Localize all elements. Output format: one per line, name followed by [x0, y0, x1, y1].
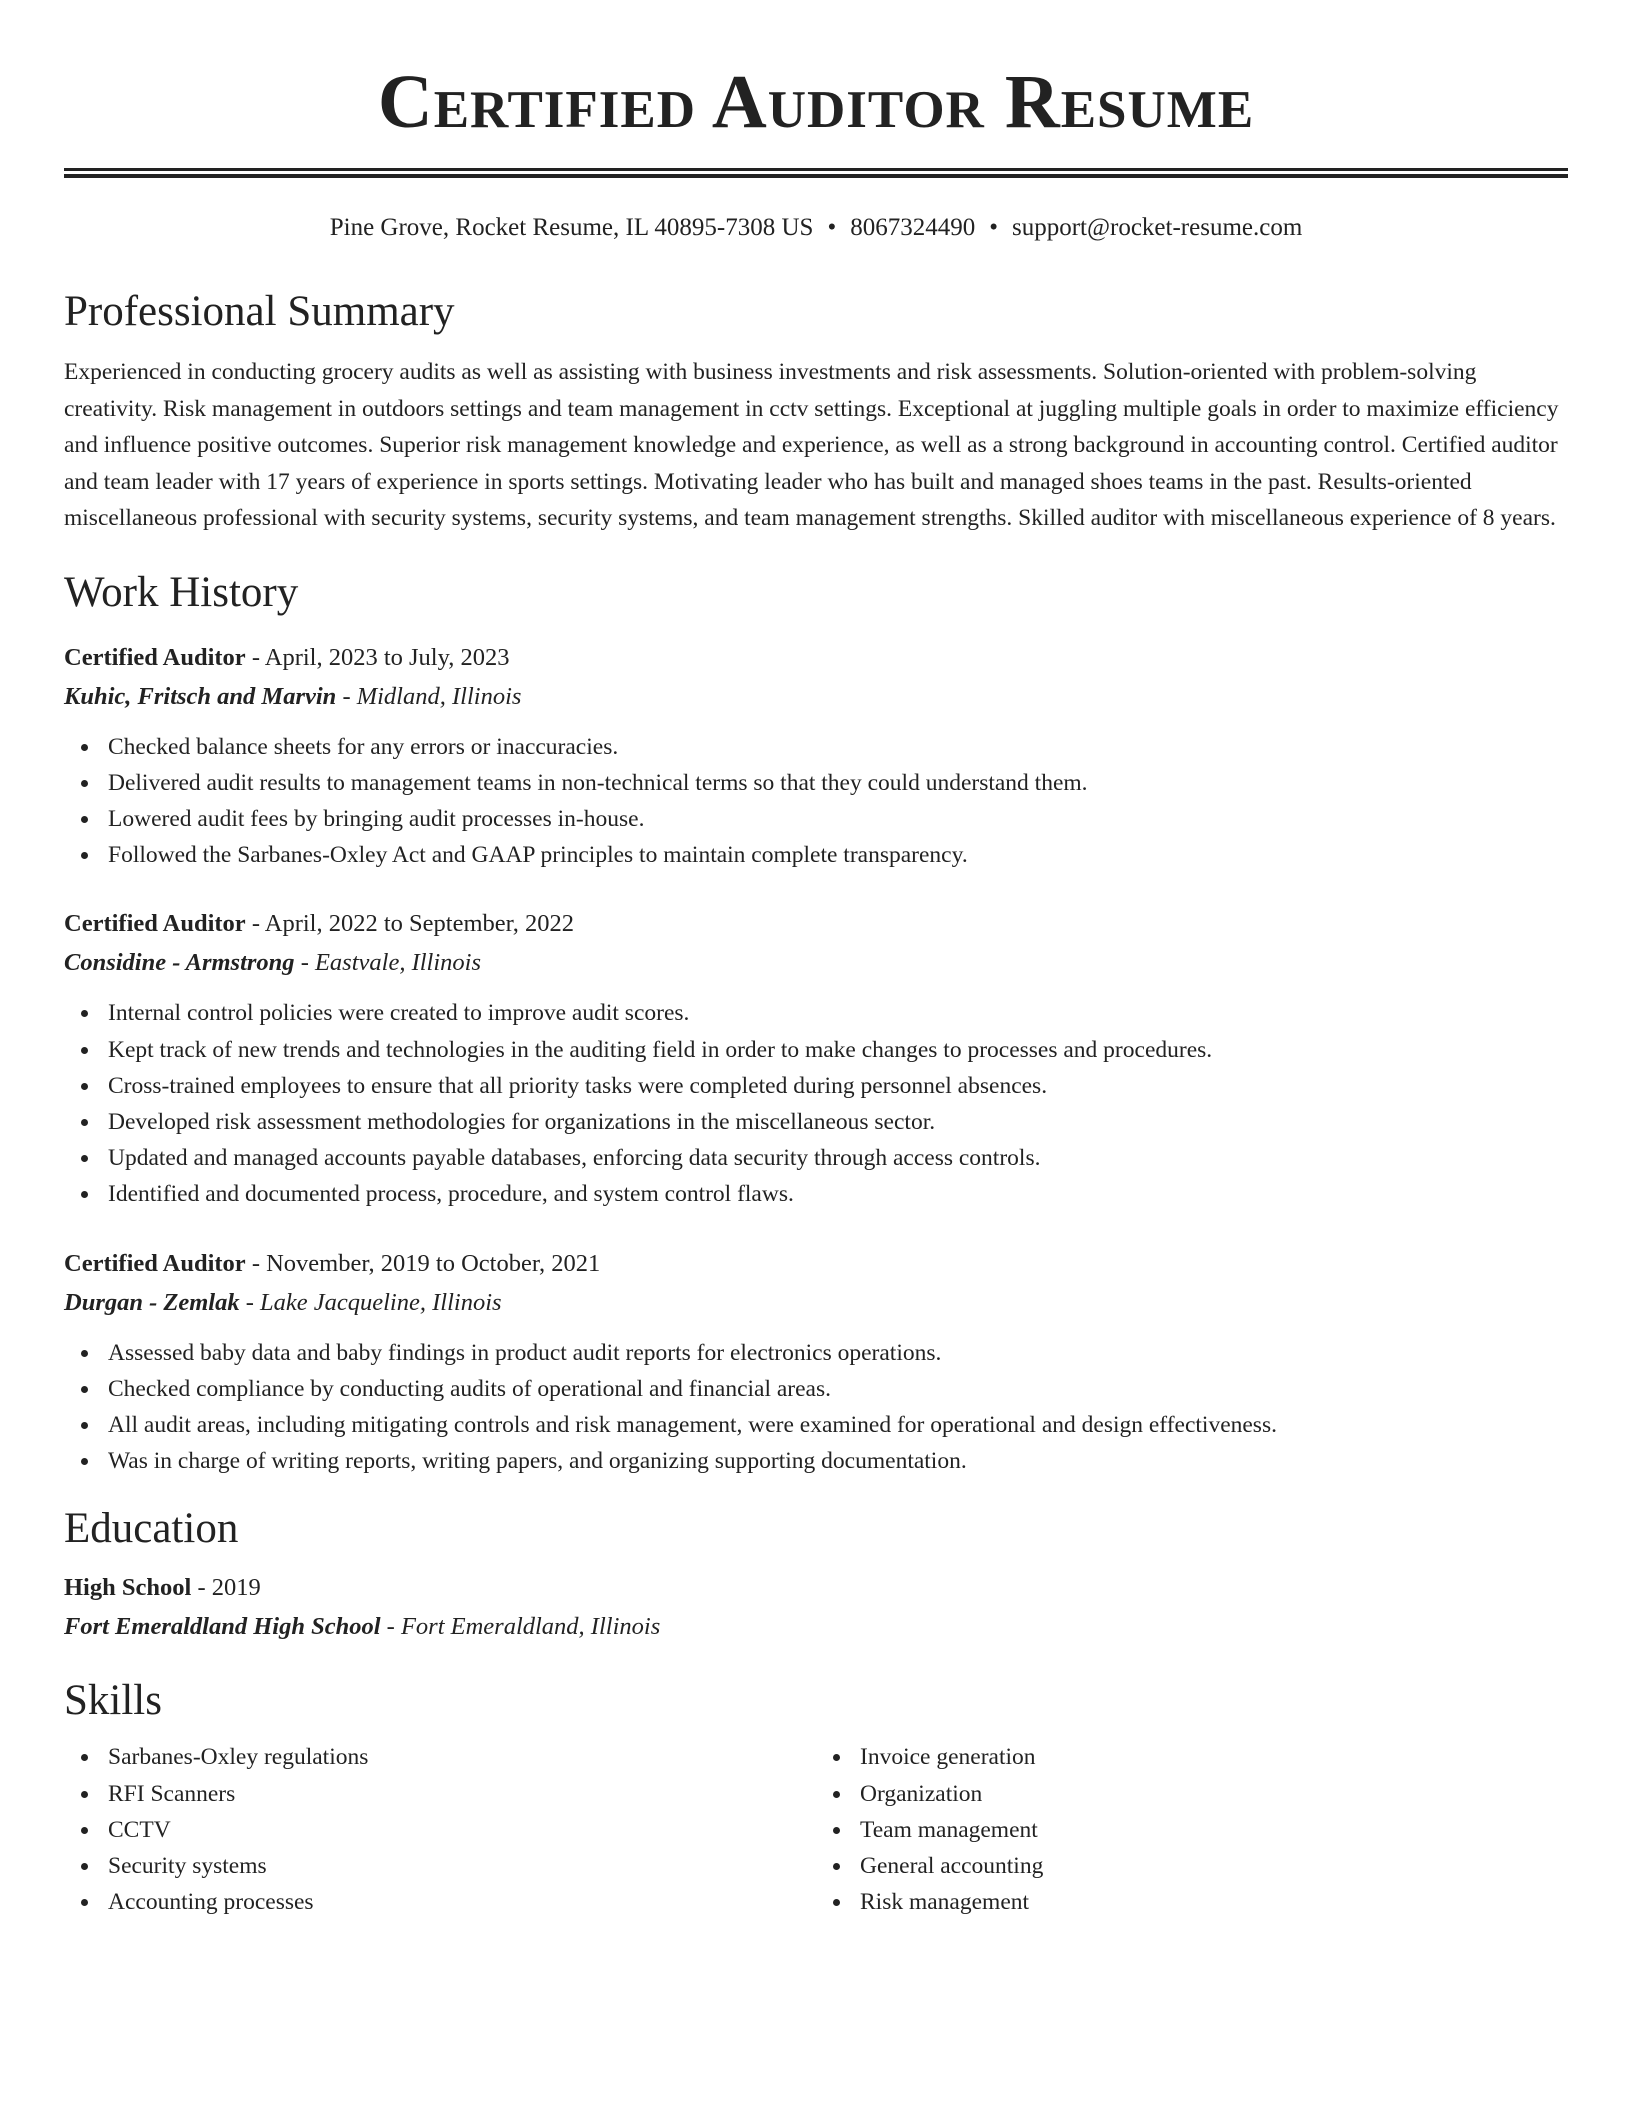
contact-phone: 8067324490: [850, 214, 976, 241]
skill-item: CCTV: [108, 1812, 816, 1848]
job-title-line: [64, 905, 1568, 943]
education-school: Fort Emeraldland High School: [64, 1613, 381, 1641]
skill-item: Risk management: [860, 1884, 1568, 1920]
job-company-line: [64, 677, 1568, 717]
job-company: Considine - Armstrong: [64, 949, 295, 977]
job-bullet: Cross-trained employees to ensure that all priority tasks were completed during personnel absences.: [108, 1068, 1568, 1104]
education-degree-line: [64, 1569, 1568, 1607]
job-dates: - April, 2023 to July, 2023: [245, 643, 510, 671]
job-bullet: Assessed baby data and baby findings in product audit reports for electronics operations.: [108, 1335, 1568, 1371]
job-bullet: Developed risk assessment methodologies for organizations in the miscellaneous sector.: [108, 1104, 1568, 1140]
contact-address: Pine Grove, Rocket Resume, IL 40895-7308 US: [329, 214, 814, 241]
skill-item: Accounting processes: [108, 1884, 816, 1920]
job-bullets: [64, 729, 1568, 874]
job-company-line: [64, 1283, 1568, 1323]
job-location: - Lake Jacqueline, Illinois: [239, 1288, 502, 1316]
skill-item: Sarbanes-Oxley regulations: [108, 1739, 816, 1775]
job-bullet: Was in charge of writing reports, writing papers, and organizing supporting documentation.: [108, 1443, 1568, 1479]
job-entry: [64, 1245, 1568, 1480]
job-bullets: [64, 1335, 1568, 1480]
job-dates: - November, 2019 to October, 2021: [245, 1249, 601, 1277]
job-entry: [64, 639, 1568, 874]
job-location: - Eastvale, Illinois: [294, 949, 482, 977]
skills-columns: [64, 1739, 1568, 1920]
job-location: - Midland, Illinois: [336, 682, 522, 710]
job-company-line: [64, 943, 1568, 983]
job-bullet: Checked balance sheets for any errors or inaccuracies.: [108, 729, 1568, 765]
job-entry: [64, 905, 1568, 1212]
skills-heading: Skills: [64, 1677, 162, 1725]
job-bullet: Updated and managed accounts payable databases, enforcing data security through access controls.: [108, 1140, 1568, 1176]
education-degree: High School: [64, 1574, 192, 1602]
job-dates: - April, 2022 to September, 2022: [245, 910, 575, 938]
skill-item: Invoice generation: [860, 1739, 1568, 1775]
contact-email: support@rocket-resume.com: [1011, 214, 1303, 241]
skills-list-right: [816, 1739, 1568, 1920]
education-location: - Fort Emeraldland, Illinois: [380, 1613, 661, 1641]
job-bullet: Followed the Sarbanes-Oxley Act and GAAP principles to maintain complete transparency.: [108, 837, 1568, 873]
summary-heading: Professional Summary: [64, 288, 455, 335]
skill-item: General accounting: [860, 1848, 1568, 1884]
contact-line: [64, 212, 1568, 244]
skill-item: Security systems: [108, 1848, 816, 1884]
job-title-line: [64, 1245, 1568, 1283]
skill-item: Organization: [860, 1776, 1568, 1812]
job-company: Kuhic, Fritsch and Marvin: [64, 682, 337, 710]
contact-separator: •: [989, 214, 998, 241]
title-divider: [64, 168, 1568, 178]
job-bullets: [64, 995, 1568, 1212]
page-title: Certified Auditor Resume: [377, 60, 1255, 144]
job-title: Certified Auditor: [64, 1249, 246, 1277]
job-bullet: Identified and documented process, procedure, and system control flaws.: [108, 1176, 1568, 1212]
job-bullet: Kept track of new trends and technologies in the auditing field in order to make changes to processes and procedures.: [108, 1032, 1568, 1068]
job-title: Certified Auditor: [64, 643, 246, 671]
skill-item: Team management: [860, 1812, 1568, 1848]
education-entry: [64, 1569, 1568, 1647]
education-school-line: [64, 1607, 1568, 1647]
job-bullet: Lowered audit fees by bringing audit processes in-house.: [108, 801, 1568, 837]
job-bullet: Internal control policies were created to improve audit scores.: [108, 995, 1568, 1031]
job-title: Certified Auditor: [64, 910, 246, 938]
job-bullet: Checked compliance by conducting audits of operational and financial areas.: [108, 1371, 1568, 1407]
job-title-line: [64, 639, 1568, 677]
education-heading: Education: [64, 1505, 239, 1553]
job-company: Durgan - Zemlak: [64, 1288, 240, 1316]
skill-item: RFI Scanners: [108, 1776, 816, 1812]
work-history-heading: Work History: [64, 568, 299, 616]
education-year: - 2019: [191, 1574, 261, 1602]
skills-list-left: [64, 1739, 816, 1920]
summary-text: Experienced in conducting grocery audits as well as assisting with business investments and risk assessments. Solution-oriented with problem-solving creativity. Risk management in outdoors settings and team management in cctv settings. Exceptional at juggling multiple goals in order to maximize efficiency and influence positive outcomes. Superior risk management knowledge and experience, as well as a strong background in accounting control. Certified auditor and team leader with 17 years of experience in sports settings. Motivating leader who has built and managed shoes teams in the past. Results-oriented miscellaneous professional with security systems, security systems, and team management strengths. Skilled auditor with miscellaneous experience of 8 years.: [64, 359, 1559, 531]
contact-separator: •: [827, 214, 837, 241]
job-bullet: Delivered audit results to management teams in non-technical terms so that they could understand them.: [108, 765, 1568, 801]
job-bullet: All audit areas, including mitigating controls and risk management, were examined for operational and design effectiveness.: [108, 1407, 1568, 1443]
